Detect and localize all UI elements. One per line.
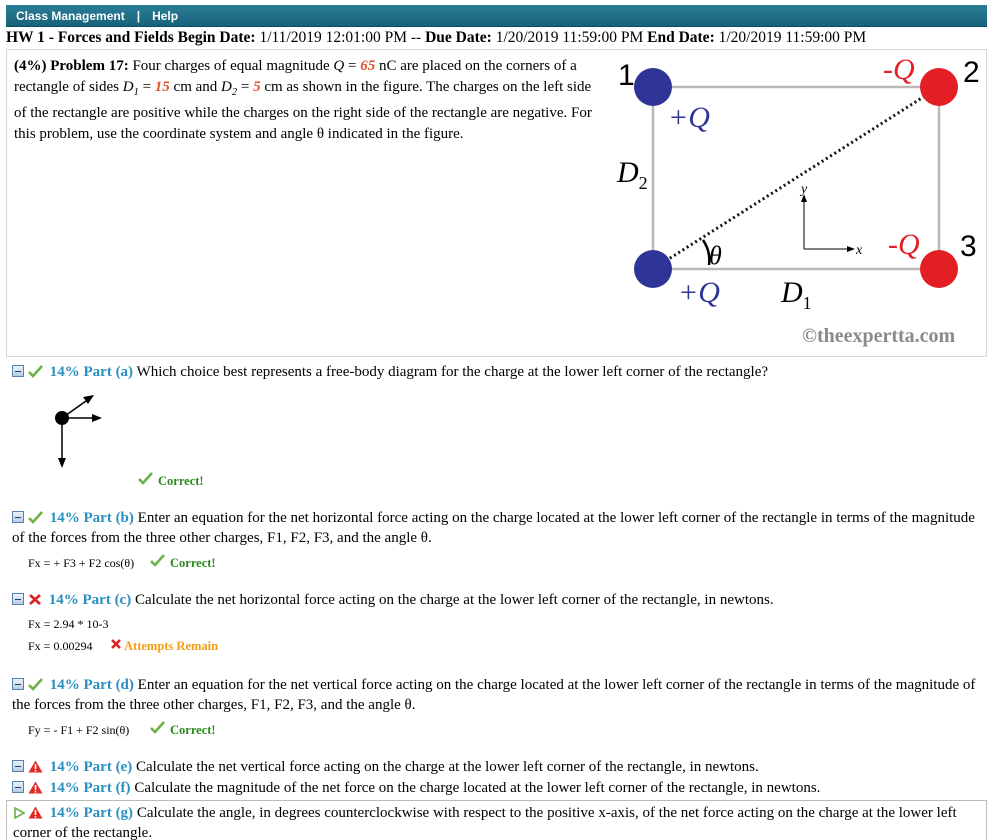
part-c-percent: 14% xyxy=(48,592,79,608)
part-c-label[interactable]: Part (c) xyxy=(82,592,132,608)
date-dash: -- xyxy=(410,29,422,46)
x-icon xyxy=(28,593,42,606)
d1-label xyxy=(780,276,812,313)
free-body-diagram xyxy=(44,390,114,472)
problem-label: Problem 17: xyxy=(50,58,129,74)
assignment-name: HW 1 - Forces and Fields xyxy=(6,29,174,46)
part-b-answer: Fx = + F3 + F2 cos(θ) xyxy=(28,556,135,570)
part-d-question: Enter an equation for the net vertical force acting on the charge located at the lower left corner of the rectangle in terms of the magnitude of the forces from the three other charges, F1, F2, F3, and the angle θ. xyxy=(12,677,976,713)
check-icon xyxy=(28,511,43,524)
nav-separator: | xyxy=(136,8,141,23)
nav-class-management[interactable]: Class Management xyxy=(16,8,125,23)
part-c xyxy=(6,590,987,653)
part-e-question: Calculate the net vertical force acting on the charge at the lower left corner of the rectangle, in newtons. xyxy=(135,759,759,775)
collapse-icon[interactable] xyxy=(12,781,24,793)
d1-subscript: 1 xyxy=(802,293,812,313)
d2-subscript: 2 xyxy=(638,173,648,193)
charge-4 xyxy=(634,250,672,288)
part-a-status: Correct! xyxy=(158,474,204,488)
problem-text-part: cm and xyxy=(169,79,222,95)
q-symbol: Q xyxy=(333,58,345,74)
assignment-header xyxy=(6,29,987,47)
d1-value: 15 xyxy=(154,79,170,95)
expand-arrow-icon[interactable] xyxy=(13,807,25,819)
part-c-status: Attempts Remain xyxy=(124,639,219,653)
part-b-status: Correct! xyxy=(170,556,216,570)
part-g-question: Calculate the angle, in degrees counterclockwise with respect to the positive x-axis, of the net force acting on the charge at the lower left corner of the rectangle. xyxy=(13,805,957,840)
due-date-label: Due Date: xyxy=(425,29,492,46)
part-b-percent: 14% xyxy=(49,510,80,526)
part-d-percent: 14% xyxy=(49,677,80,693)
problem-text: (4%) Problem 17: Four charges of equal magnitude Q = 65 nC are placed on the corners of a rectangle of sides $D_1 = 15$ cm and $D_2 = 5$ cm as shown in the figure. The charges on the left side of the rectangle are positive while the charges on the right side of the rectangle are negative. For this problem, use the coordinate system and angle θ indicated in the figure. xyxy=(14,58,592,142)
warning-icon xyxy=(28,760,43,773)
equals: = xyxy=(344,58,361,74)
charges-figure xyxy=(605,52,985,352)
correct-check-icon xyxy=(150,554,165,567)
minus-q-bottom: -Q xyxy=(888,228,920,261)
correct-check-icon xyxy=(150,721,165,734)
part-b-question: Enter an equation for the net horizontal force acting on the charge located at the lower left corner of the rectangle in terms of the magnitude of the forces from the three other charges, F1, F2, F3, and the angle θ. xyxy=(12,510,975,546)
d1-letter: D xyxy=(781,276,803,309)
part-a xyxy=(6,362,987,488)
part-g-percent: 14% xyxy=(49,805,80,821)
correct-check-icon xyxy=(138,472,153,485)
begin-date-label: Begin Date: xyxy=(177,29,256,46)
collapse-icon[interactable] xyxy=(12,511,24,523)
part-b-label[interactable]: Part (b) xyxy=(83,510,134,526)
part-a-label[interactable]: Part (a) xyxy=(83,364,134,380)
problem-text-part: nC are placed on the corners of a rectangle of sides xyxy=(14,58,577,95)
charge-1 xyxy=(634,68,672,106)
part-d xyxy=(6,675,987,737)
part-g xyxy=(6,800,987,840)
plus-q-top: +Q xyxy=(668,101,710,134)
problem-text-part: Four charges of equal magnitude xyxy=(132,58,330,74)
part-a-question: Which choice best represents a free-body diagram for the charge at the lower left corner of the rectangle? xyxy=(136,364,769,380)
begin-date: 1/11/2019 12:01:00 PM xyxy=(259,29,408,46)
label-2: 2 xyxy=(963,56,980,89)
watermark: ©theexpertta.com xyxy=(802,325,956,347)
due-date: 1/20/2019 11:59:00 PM xyxy=(495,29,644,46)
x-axis-label: x xyxy=(856,243,863,258)
plus-q-bottom: +Q xyxy=(678,276,720,309)
part-e-label[interactable]: Part (e) xyxy=(83,759,133,775)
check-icon xyxy=(28,678,43,691)
part-a-percent: 14% xyxy=(49,364,80,380)
y-axis-label: y xyxy=(801,182,808,197)
warning-icon xyxy=(28,806,43,819)
part-b xyxy=(6,508,987,570)
x-axis-arrow xyxy=(847,246,855,252)
part-f-question: Calculate the magnitude of the net force on the charge located at the lower left corner of the rectangle, in newtons. xyxy=(134,780,821,796)
part-d-status: Correct! xyxy=(170,723,216,737)
part-f xyxy=(6,778,987,798)
part-e xyxy=(6,757,987,777)
end-date: 1/20/2019 11:59:00 PM xyxy=(718,29,867,46)
problem-weight: (4%) xyxy=(14,58,47,74)
incorrect-x-icon xyxy=(110,638,122,650)
collapse-icon[interactable] xyxy=(12,593,24,605)
top-nav-bar xyxy=(6,5,987,27)
part-d-label[interactable]: Part (d) xyxy=(83,677,134,693)
part-f-label[interactable]: Part (f) xyxy=(83,780,131,796)
q-value: 65 xyxy=(360,58,376,74)
problem-statement-box xyxy=(6,49,987,357)
check-icon xyxy=(28,365,43,378)
part-g-label[interactable]: Part (g) xyxy=(83,805,134,821)
d2-letter: D xyxy=(617,156,639,189)
charge-3 xyxy=(920,250,958,288)
part-c-answer-1: Fx = 2.94 * 10-3 xyxy=(28,617,109,631)
theta-label: θ xyxy=(709,241,722,270)
part-c-answer-2: Fx = 0.00294 xyxy=(28,639,93,653)
d2-symbol: $D_2$ xyxy=(221,79,238,98)
label-3: 3 xyxy=(960,230,977,263)
nav-help[interactable]: Help xyxy=(152,8,179,23)
part-e-percent: 14% xyxy=(49,759,80,775)
d1-symbol: $D_1$ xyxy=(122,79,139,98)
part-d-answer: Fy = - F1 + F2 sin(θ) xyxy=(28,723,130,737)
collapse-icon[interactable] xyxy=(12,365,24,377)
part-f-percent: 14% xyxy=(49,780,80,796)
end-date-label: End Date: xyxy=(647,29,715,46)
charge-2 xyxy=(920,68,958,106)
d2-label xyxy=(616,156,648,193)
warning-icon xyxy=(28,781,43,794)
collapse-icon[interactable] xyxy=(12,678,24,690)
label-1: 1 xyxy=(618,59,635,92)
problem-text-part: cm as shown in the figure. The charges on the left side of the rectangle are positive while the charges on the right side of the rectangle are negative. For this problem, use the coordinate system and angle θ indicated in the figure. xyxy=(14,79,592,142)
minus-q-top: -Q xyxy=(883,53,915,86)
d2-value: 5 xyxy=(253,79,261,95)
collapse-icon[interactable] xyxy=(12,760,24,772)
part-c-question: Calculate the net horizontal force acting on the charge at the lower left corner of the rectangle, in newtons. xyxy=(134,592,774,608)
